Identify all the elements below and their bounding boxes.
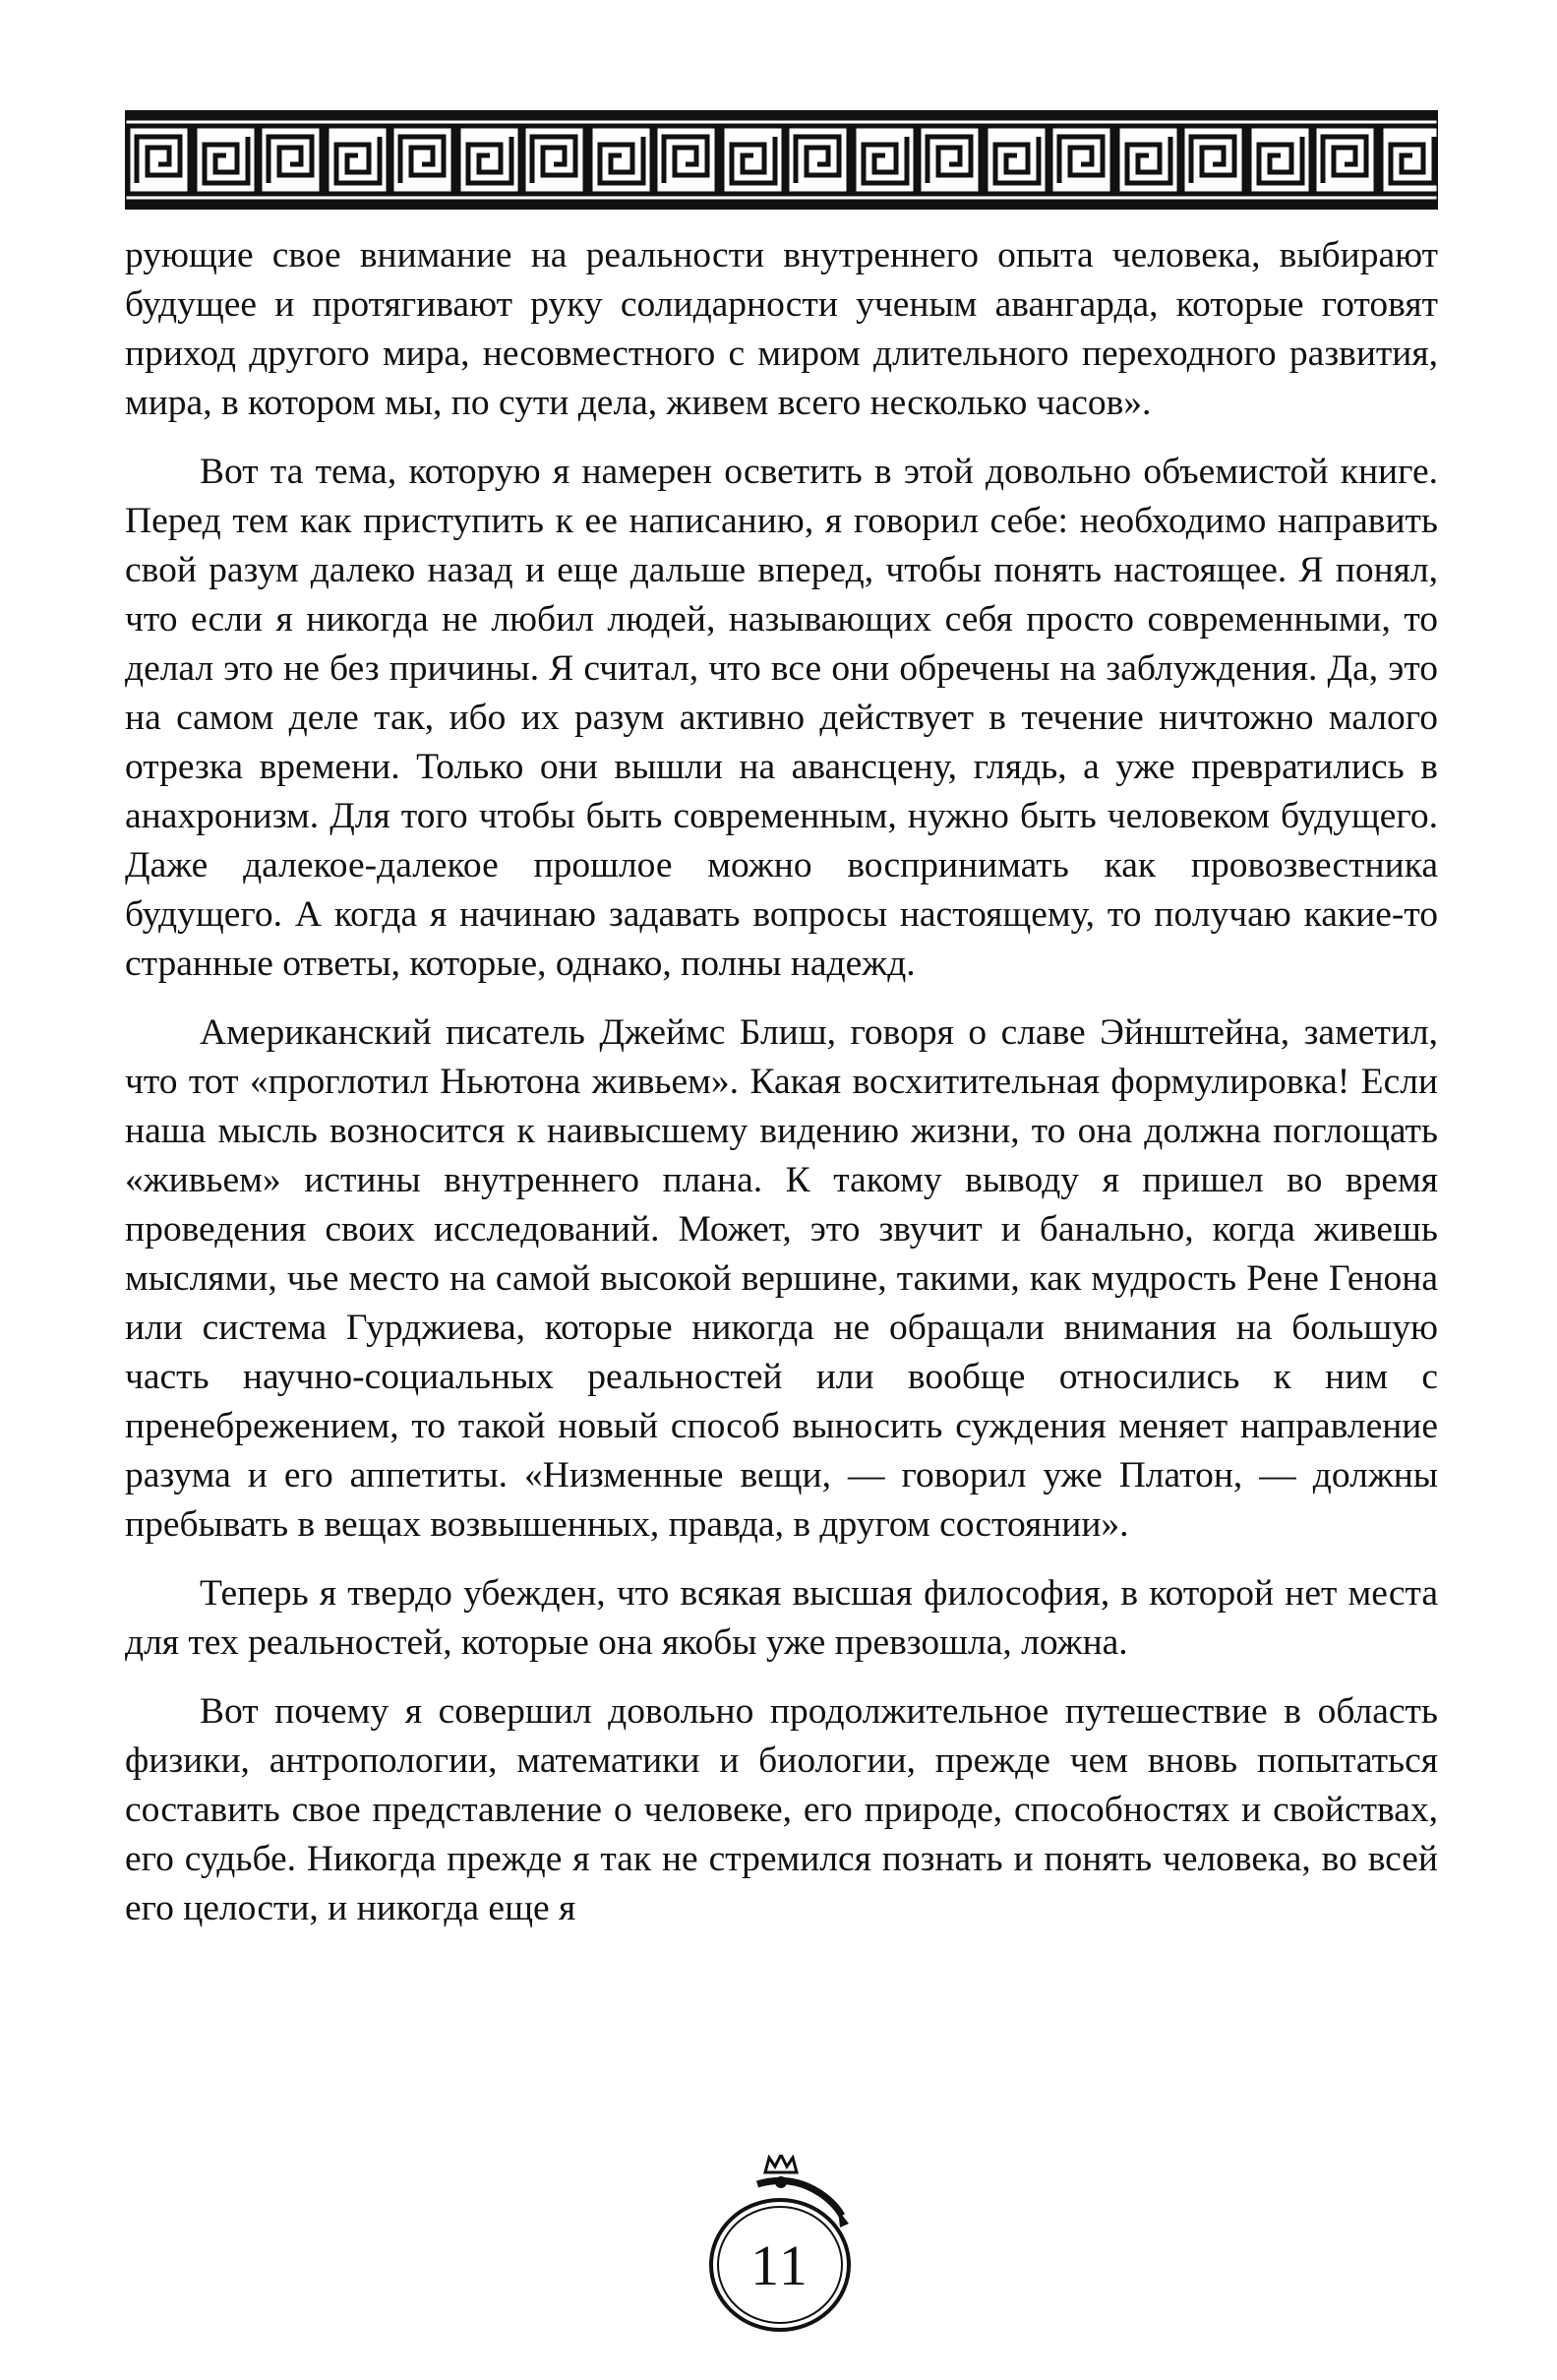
paragraph-1: рующие свое внимание на реальности внутреннего опыта человека, выбирают будущее и протягивают руку солидарности ученым авангарда, которые готовят приход другого мира, несовместного с миром длительного переходного развития, мира, в котором мы, по сути дела, живем всего несколько часов». xyxy=(125,235,1438,423)
paragraph-4: Теперь я твердо убежден, что всякая высшая философия, в которой нет места для тех реальностей, которые она якобы уже превзошла, ложна. xyxy=(125,1573,1438,1663)
page-body xyxy=(125,231,1438,1953)
paragraph-5: Вот почему я совершил довольно продолжительное путешествие в область физики, антропологии, математики и биологии, прежде чем вновь попытаться составить свое представление о человеке, его природе, способностях и свойствах, его судьбе. Никогда прежде я так не стремился познать и понять человека, во всей его целости, и никогда еще я xyxy=(125,1691,1438,1928)
paragraph-2: Вот та тема, которую я намерен осветить в этой довольно объемистой книге. Перед тем как приступить к ее написанию, я говорил себе: необходимо направить свой разум далеко назад и еще дальше вперед, чтобы понять настоящее. Я понял, что если я никогда не любил людей, называющих себя просто современными, то делал это не без причины. Я считал, что все они обречены на заблуждения. Да, это на самом деле так, ибо их разум активно действует в течение ничтожно малого отрезка времени. Только они вышли на авансцену, глядь, а уже превратились в анахронизм. Для того чтобы быть современным, нужно быть человеком будущего. Даже далекое-далекое прошлое можно воспринимать как провозвестника будущего. А когда я начинаю задавать вопросы настоящему, то получаю какие-то странные ответы, которые, однако, полны надежд. xyxy=(125,452,1438,984)
page-number: 11 xyxy=(750,2233,809,2297)
greek-key-border-icon xyxy=(125,110,1438,210)
paragraph-3: Американский писатель Джеймс Блиш, говоря о славе Эйнштейна, заметил, что тот «проглотил Ньютона живьем». Какая восхитительная формулировка! Если наша мысль возносится к наивысшему видению жизни, то она должна поглощать «живьем» истины внутреннего плана. К такому выводу я пришел во время проведения своих исследований. Может, это звучит и банально, когда живешь мыслями, чье место на самой высокой вершине, такими, как мудрость Рене Генона или система Гурджиева, которые никогда не обращали внимания на большую часть научно-социальных реальностей или вообще относились к ним с пренебрежением, то такой новый способ выносить суждения меняет направление разума и его аппетиты. «Низменные вещи, — говорил уже Платон, — должны пребывать в вещах возвышенных, правда, в другом состоянии». xyxy=(125,1012,1438,1545)
page-number-block xyxy=(696,2155,864,2342)
